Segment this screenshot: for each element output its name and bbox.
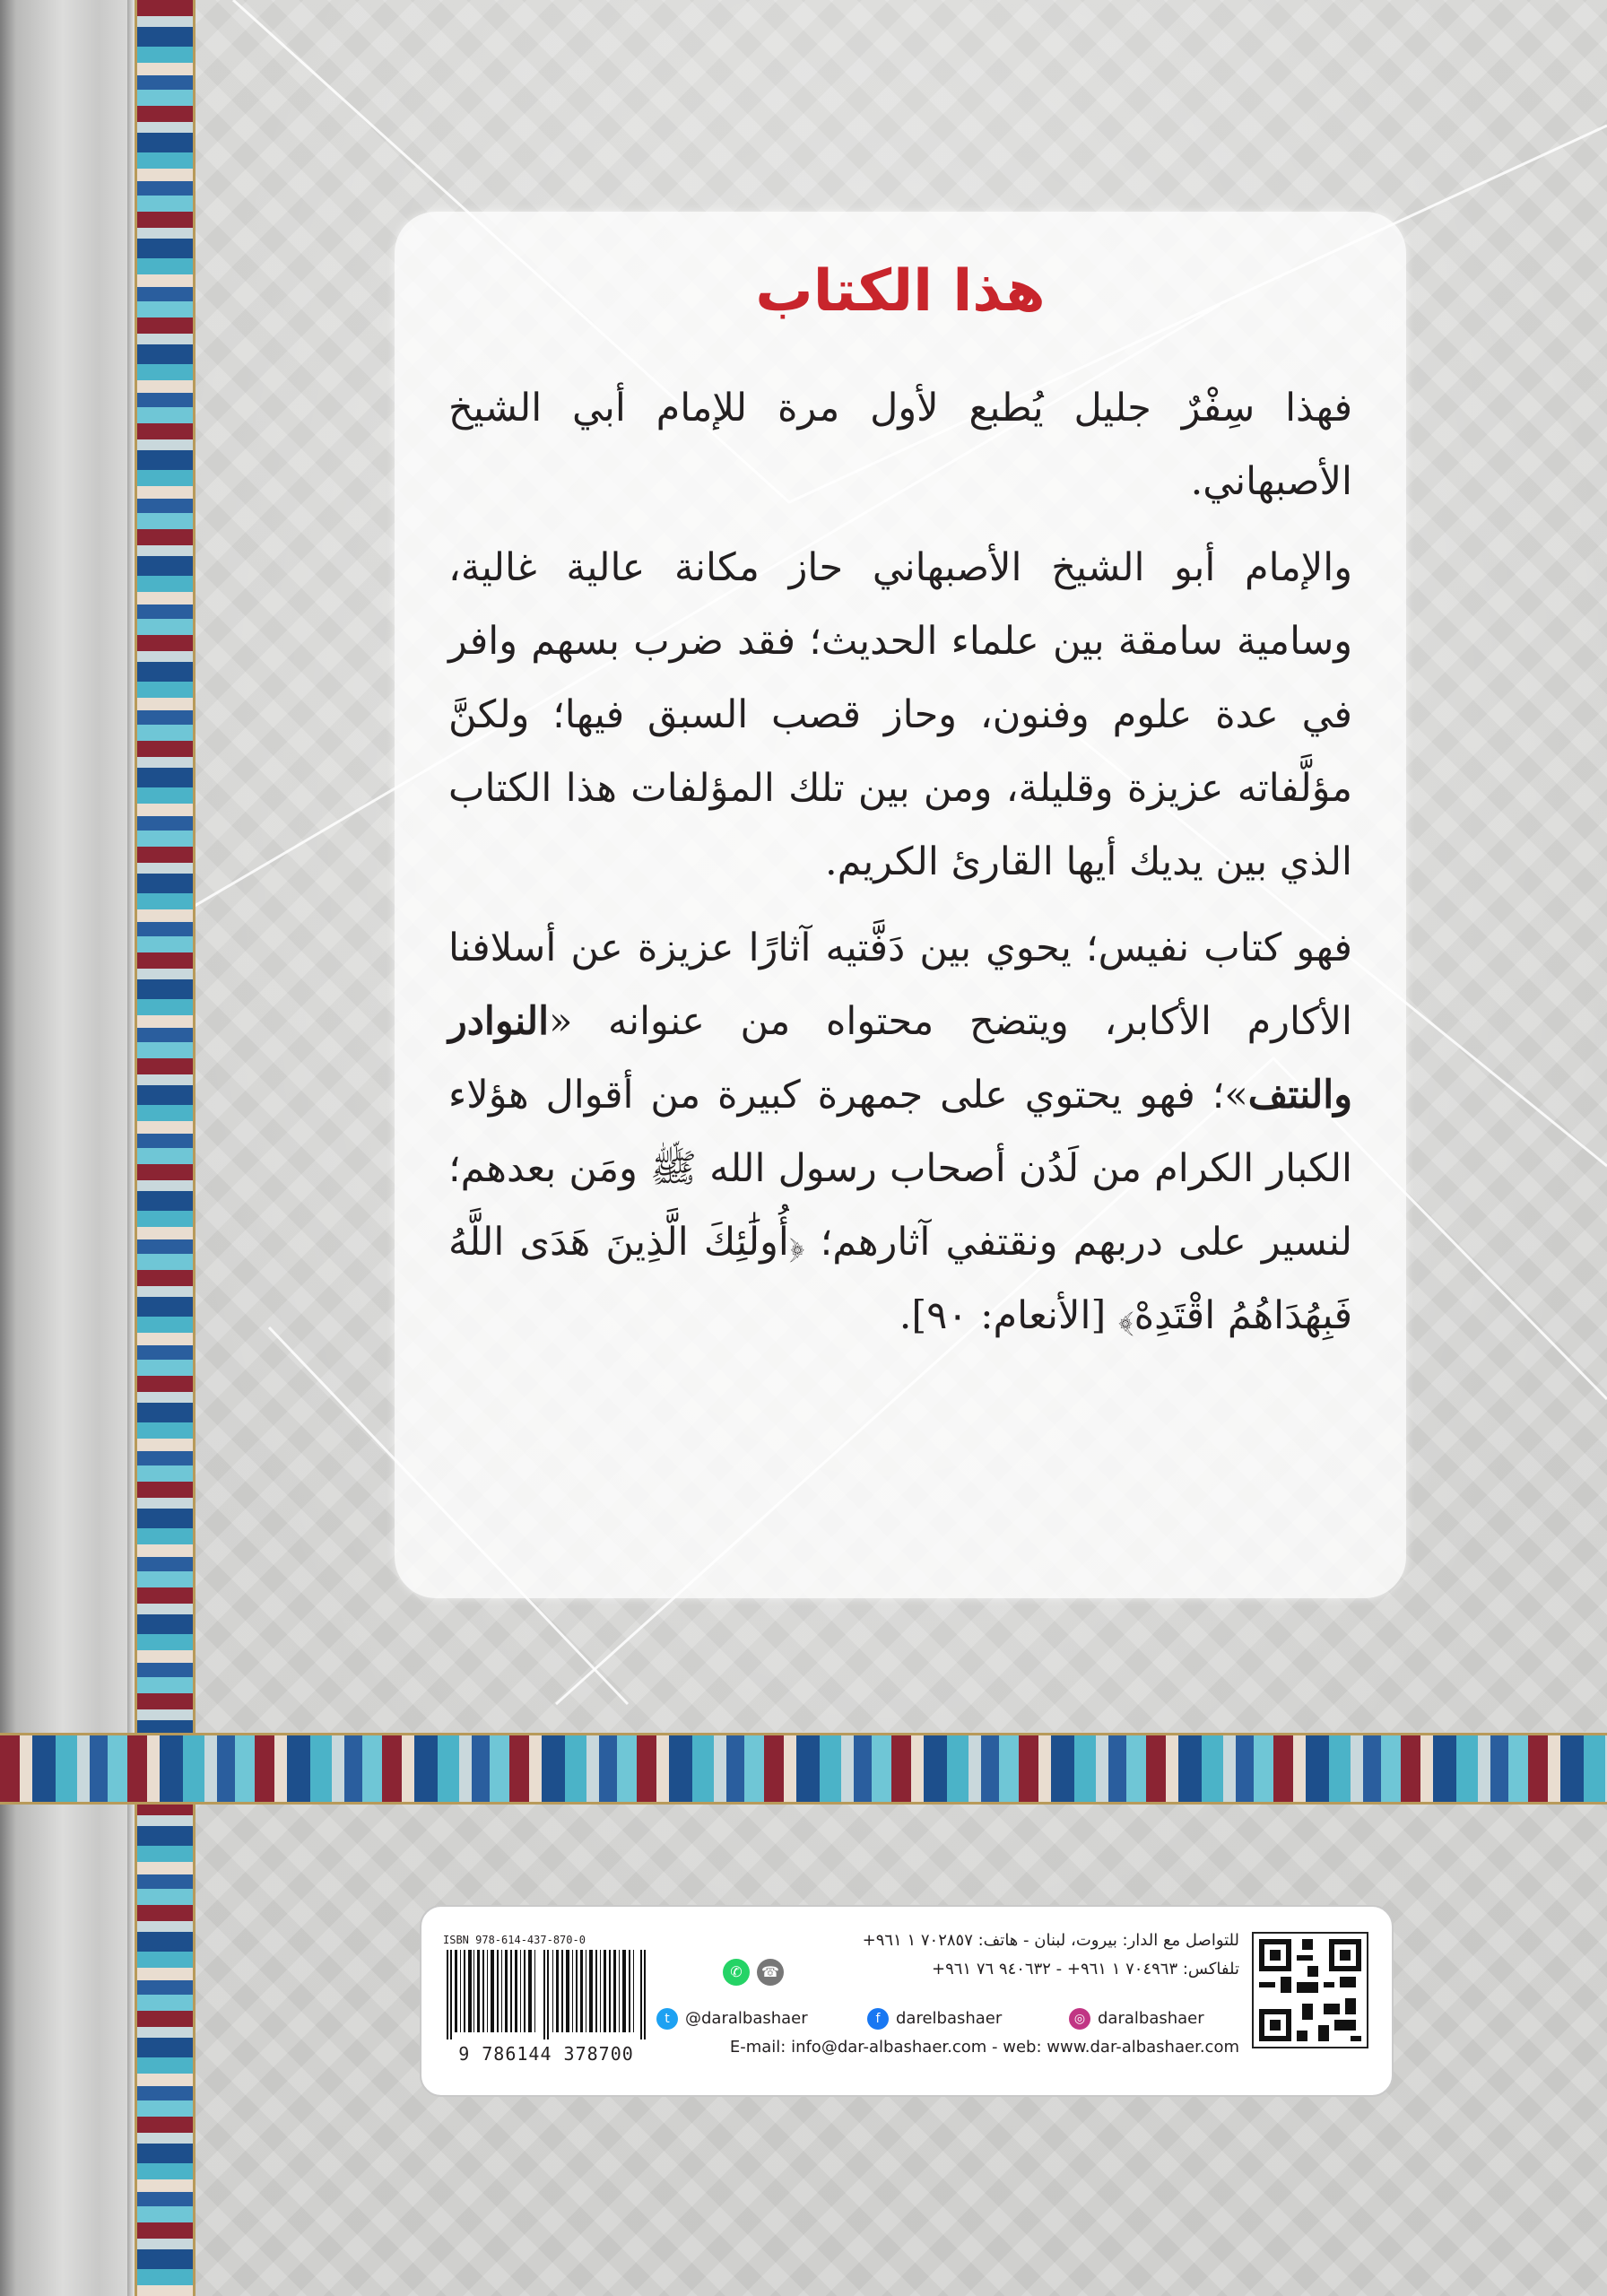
twitter-text: @daralbashaer bbox=[685, 2009, 808, 2028]
barcode-bars bbox=[443, 1950, 649, 2039]
publisher-info-box bbox=[420, 1905, 1394, 2097]
twitter-icon: t bbox=[656, 2008, 678, 2030]
facebook-text: darelbashaer bbox=[896, 2009, 1003, 2028]
paragraph-3-part-1: فهو كتاب نفيس؛ يحوي بين دَفَّتيه آثارًا عزيزة عن أسلافنا الأكارم الأكابر، ويتضح محتواه من عنوانه « bbox=[448, 926, 1352, 1044]
barcode-number: 9 786144 378700 bbox=[458, 2043, 634, 2065]
instagram-text: daralbashaer bbox=[1098, 2009, 1204, 2028]
paragraph-3 bbox=[448, 911, 1352, 1352]
contact-line-2: تلفاكس: ٧٠٤٩٦٣ ١ ٩٦١+ - ٩٤٠٦٣٢ ٧٦ ٩٦١+ bbox=[931, 1960, 1239, 1979]
facebook-icon: f bbox=[867, 2008, 889, 2030]
book-title-emphasis: النوادر والنتف bbox=[448, 999, 1352, 1118]
isbn-barcode bbox=[443, 1934, 649, 2068]
description-panel bbox=[395, 212, 1406, 1598]
qr-code-icon bbox=[1252, 1932, 1368, 2048]
panel-title: هذا الكتاب bbox=[755, 258, 1046, 325]
description-text bbox=[448, 371, 1352, 1365]
phone-icon: ☎ bbox=[757, 1959, 784, 1986]
paragraph-2: والإمام أبو الشيخ الأصبهاني حاز مكانة عالية غالية، وسامية سامقة بين علماء الحديث؛ فقد ضرب بسهم وافر في عدة علوم وفنون، وحاز قصب السبق فيها؛ ولكنَّ مؤلَّفاته عزيزة وقليلة، ومن بين تلك المؤلفات هذا الكتاب الذي بين يديك أيها القارئ الكريم. bbox=[448, 545, 1352, 884]
email-web-line: E-mail: info@dar-albashaer.com - web: www.dar-albashaer.com bbox=[729, 2038, 1239, 2057]
isbn-label: ISBN 978-614-437-870-0 bbox=[443, 1934, 586, 1946]
horizontal-ornament-band bbox=[0, 1733, 1607, 1805]
facebook-handle[interactable] bbox=[867, 2005, 1002, 2032]
whatsapp-icon: ✆ bbox=[723, 1959, 750, 1986]
contact-line-1: للتواصل مع الدار: بيروت، لبنان - هاتف: ٧٠٢٨٥٧ ١ ٩٦١+ bbox=[862, 1931, 1239, 1950]
vertical-ornament-band bbox=[135, 0, 195, 2296]
paragraph-1: فهذا سِفْرٌ جليل يُطبع لأول مرة للإمام أبي الشيخ الأصبهاني. bbox=[448, 386, 1352, 504]
paragraph-3-part-2: »؛ فهو يحتوي على جمهرة كبيرة من أقوال هؤلاء الكبار الكرام من لَدُن أصحاب رسول الله ﷺ ومَن بعدهم؛ لنسير على دربهم ونقتفي آثارهم؛ ﴿أُولَٰئِكَ الَّذِينَ هَدَى اللَّهُ فَبِهُدَاهُمُ اقْتَدِهْ﴾ [الأنعام: ٩٠]. bbox=[448, 1073, 1352, 1338]
instagram-icon: ◎ bbox=[1069, 2008, 1090, 2030]
messaging-icons bbox=[723, 1959, 812, 1987]
twitter-handle[interactable] bbox=[656, 2005, 808, 2032]
instagram-handle[interactable] bbox=[1069, 2005, 1204, 2032]
social-links bbox=[656, 2005, 1239, 2032]
